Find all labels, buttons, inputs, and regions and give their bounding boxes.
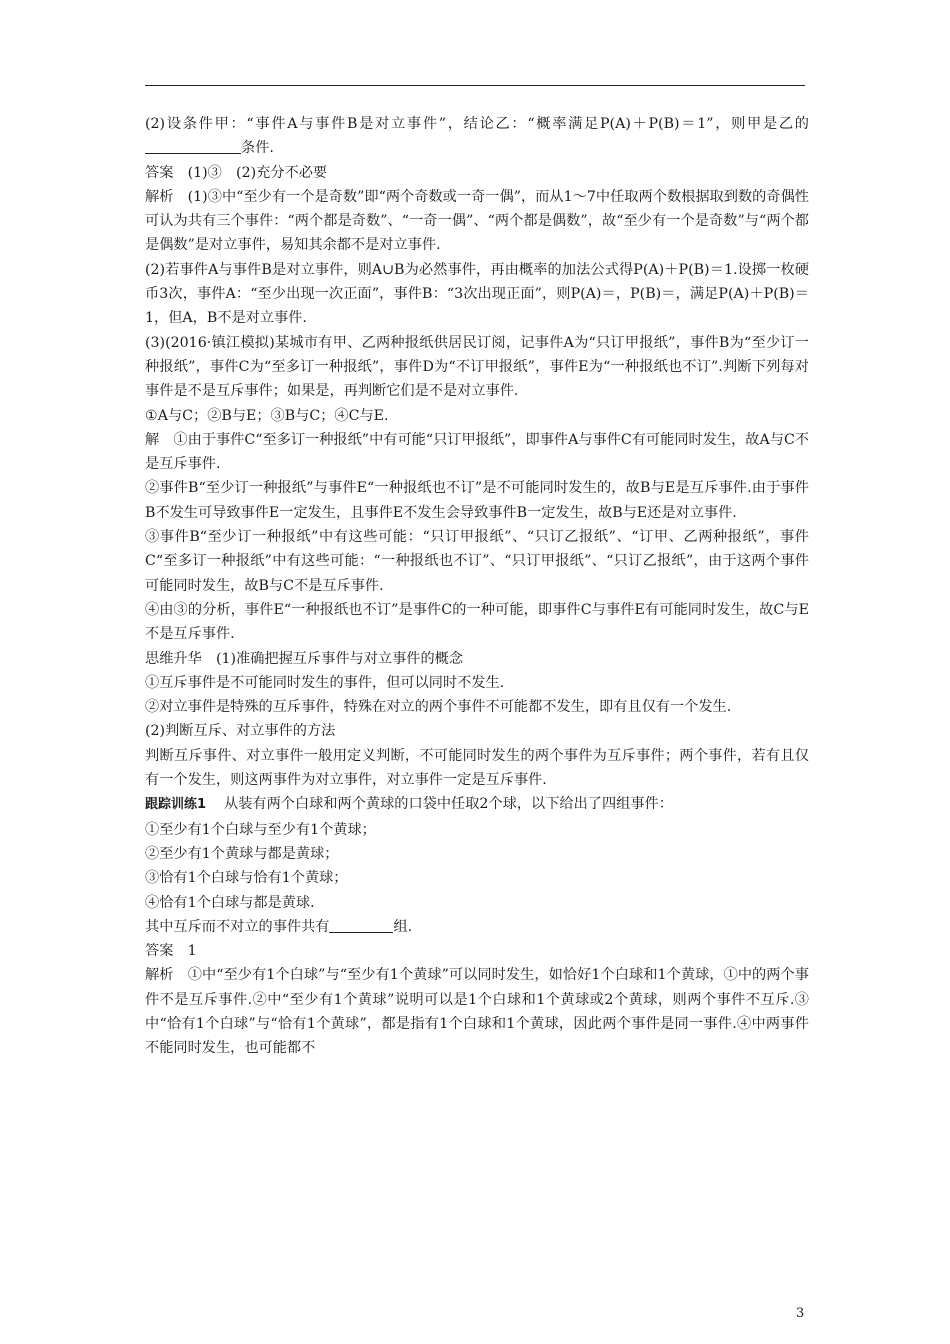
training-question [145, 915, 809, 939]
page-number: 3 [796, 1306, 805, 1321]
solution-3: ③事件B“至少订一种报纸”中有这些可能：“只订甲报纸”、“只订乙报纸”、“订甲、乙两种报纸”，事件C“至多订一种报纸”中有这些可能：“一种报纸也不订”、“只订甲报纸”、“只订乙报纸”，由于这两个事件可能同时发生，故B与C不是互斥事件. [145, 529, 809, 594]
header-rule [145, 85, 805, 86]
training-item-2: ②至少有1个黄球与都是黄球； [145, 845, 339, 862]
training-question-text: 其中互斥而不对立的事件共有 [145, 918, 330, 935]
training-item-1: ①至少有1个白球与至少有1个黄球； [145, 821, 376, 838]
summary-method-heading: (2)判断互斥、对立事件的方法 [145, 723, 336, 740]
training-analysis: 解析 ①中“至少有1个白球”与“至少有1个黄球”可以同时发生，如恰好1个白球和1个黄球，①中的两个事件不是互斥事件.②中“至少有1个黄球”说明可以是1个白球和1个黄球或2个黄球，则两个事件不互斥.③中“恰有1个白球”与“恰有1个黄球”，都是指有1个白球和1个黄球，因此两个事件是同一事件.④中两事件不能同时发生，也可能都不 [145, 967, 809, 1057]
question-2-text: (2)设条件甲：“事件A与事件B是对立事件”，结论乙：“概率满足P(A)＋P(B)＝1”，则甲是乙的 [145, 116, 809, 132]
analysis-1: 解析 (1)③中“至少有一个是奇数”即“两个奇数或一奇一偶”，而从1～7中任取两个数根据取到数的奇偶性可认为共有三个事件：“两个都是奇数”、“一奇一偶”、“两个都是偶数”，故“至少有一个是奇数”与“两个都是偶数”是对立事件，易知其余都不是对立事件. [145, 188, 809, 254]
solution-1: 解 ①由于事件C“至多订一种报纸”中有可能“只订甲报纸”，即事件A与事件C有可能同时发生，故A与C不是互斥事件. [145, 431, 809, 473]
training-item-4: ④恰有1个白球与都是黄球. [145, 894, 315, 911]
question-2-tail: 条件. [241, 140, 274, 157]
solution-4: ④由③的分析，事件E“一种报纸也不订”是事件C的一种可能，即事件C与事件E有可能同时发生，故C与E不是互斥事件. [145, 601, 809, 643]
answer-1: 答案 (1)③ (2)充分不必要 [145, 164, 328, 181]
document-body [145, 112, 809, 1061]
analysis-2: (2)若事件A与事件B是对立事件，则A∪B为必然事件，再由概率的加法公式得P(A)＋P(B)＝1.设掷一枚硬币3次，事件A：“至少出现一次正面”，事件B：“3次出现正面”，则P(A)＝，P(B)＝，满足P(A)＋P(B)＝1，但A，B不是对立事件. [145, 261, 809, 327]
training-stem-text: 从装有两个白球和两个黄球的口袋中任取2个球，以下给出了四组事件： [224, 796, 673, 813]
question-3-pairs: ①A与C；②B与E；③B与C；④C与E. [145, 407, 389, 424]
summary-heading: 思维升华 (1)准确把握互斥事件与对立事件的概念 [145, 650, 464, 667]
training-stem [145, 792, 809, 817]
training-tag: 跟踪训练1 [145, 797, 207, 813]
question-2 [145, 112, 809, 161]
training-question-tail: 组. [393, 918, 413, 935]
answer-blank [145, 139, 241, 154]
solution-2: ②事件B“至少订一种报纸”与事件E“一种报纸也不订”是不可能同时发生的，故B与E是互斥事件.由于事件B不发生可导致事件E一定发生，且事件E不发生会导致事件B一定发生，故B与E还是对立事件. [145, 480, 809, 521]
summary-method: 判断互斥事件、对立事件一般用定义判断，不可能同时发生的两个事件为互斥事件；两个事件，若有且仅有一个发生，则这两事件为对立事件，对立事件一定是互斥事件. [145, 747, 809, 789]
training-answer-blank [329, 918, 393, 933]
summary-point-1: ①互斥事件是不可能同时发生的事件，但可以同时不发生. [145, 674, 505, 691]
training-answer: 答案 1 [145, 943, 197, 960]
summary-point-2: ②对立事件是特殊的互斥事件，特殊在对立的两个事件不可能都不发生，即有且仅有一个发生. [145, 699, 732, 716]
training-item-3: ③恰有1个白球与恰有1个黄球； [145, 870, 348, 887]
question-3: (3)(2016·镇江模拟)某城市有甲、乙两种报纸供居民订阅，记事件A为“只订甲报纸”，事件B为“至少订一种报纸”，事件C为“至多订一种报纸”，事件D为“不订甲报纸”，事件E为“一种报纸也不订”.判断下列每对事件是不是互斥事件；如果是，再判断它们是不是对立事件. [145, 334, 809, 400]
